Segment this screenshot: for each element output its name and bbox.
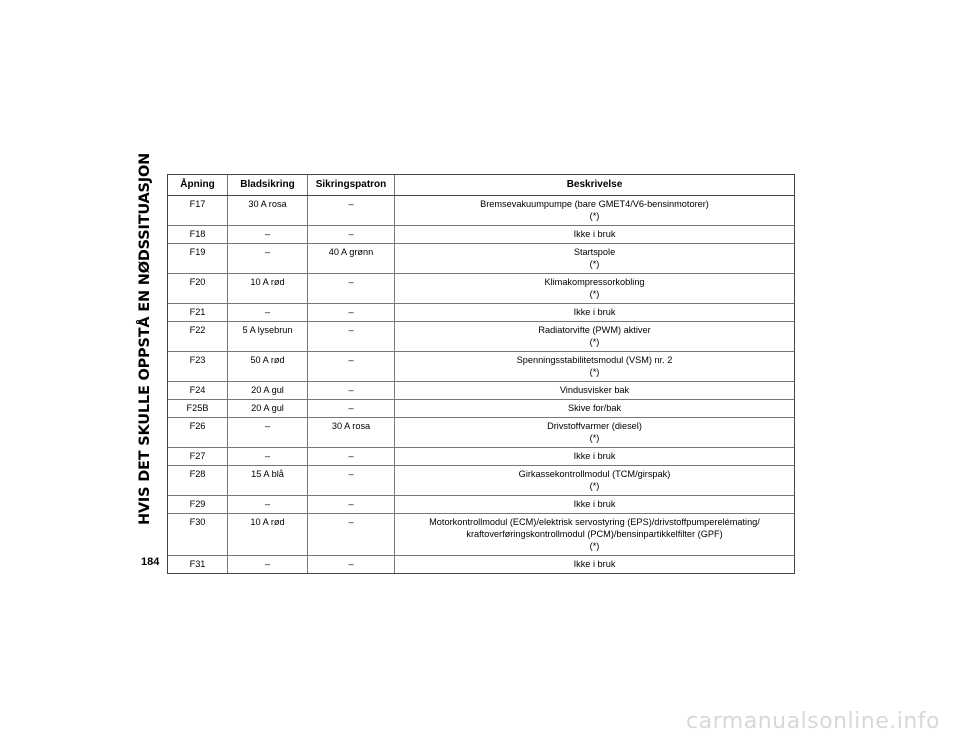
cell-opening: F28 [168,466,228,496]
cell-cartridge-fuse: – [308,226,395,244]
cell-cartridge-fuse: – [308,400,395,418]
table-row [168,196,795,226]
cell-description [395,514,795,556]
cell-description [395,304,795,322]
table-header-row [168,175,795,196]
cell-description [395,382,795,400]
cell-blade-fuse: 10 A rød [228,274,308,304]
cell-blade-fuse: – [228,304,308,322]
cell-description [395,244,795,274]
cell-opening: F19 [168,244,228,274]
description-line: (*) [589,289,600,299]
table-row [168,496,795,514]
cell-blade-fuse: 10 A rød [228,514,308,556]
table-row [168,322,795,352]
cell-opening: F21 [168,304,228,322]
description-line: (*) [589,481,600,491]
cell-opening: F30 [168,514,228,556]
table-row [168,274,795,304]
cell-description [395,400,795,418]
cell-cartridge-fuse: 30 A rosa [308,418,395,448]
cell-cartridge-fuse: – [308,274,395,304]
description-line: Ikke i bruk [573,559,616,569]
cell-blade-fuse: – [228,244,308,274]
description-line: Girkassekontrollmodul (TCM/girspak) [518,469,671,479]
cell-blade-fuse: – [228,418,308,448]
header-blade-fuse: Bladsikring [228,175,308,196]
cell-blade-fuse: 5 A lysebrun [228,322,308,352]
description-line: (*) [589,211,600,221]
cell-blade-fuse: 20 A gul [228,400,308,418]
cell-cartridge-fuse: – [308,304,395,322]
cell-cartridge-fuse: – [308,196,395,226]
cell-blade-fuse: 50 A rød [228,352,308,382]
table-row [168,244,795,274]
cell-opening: F26 [168,418,228,448]
section-title-text: HVIS DET SKULLE OPPSTÅ EN NØDSSITUASJON [137,152,154,526]
description-line: (*) [589,337,600,347]
table-row [168,304,795,322]
site-watermark: carmanualsonline.info [686,709,940,734]
description-line: Ikke i bruk [573,499,616,509]
cell-opening: F27 [168,448,228,466]
description-line: Skive for/bak [567,403,622,413]
cell-cartridge-fuse: – [308,382,395,400]
description-line: Ikke i bruk [573,307,616,317]
cell-blade-fuse: 20 A gul [228,382,308,400]
cell-description [395,322,795,352]
cell-cartridge-fuse: 40 A grønn [308,244,395,274]
cell-description [395,226,795,244]
cell-description [395,274,795,304]
cell-opening: F17 [168,196,228,226]
header-description: Beskrivelse [395,175,795,196]
description-line: (*) [589,541,600,551]
description-line: Klimakompressorkobling [544,277,645,287]
cell-blade-fuse: – [228,448,308,466]
cell-opening: F23 [168,352,228,382]
table-row [168,514,795,556]
cell-description [395,196,795,226]
description-line: Spenningsstabilitetsmodul (VSM) nr. 2 [516,355,673,365]
description-line: Drivstoffvarmer (diesel) [547,421,642,431]
description-line: Motorkontrollmodul (ECM)/elektrisk servostyring (EPS)/drivstoffpumperelémating/ [429,517,760,527]
description-line: (*) [589,433,600,443]
description-line: Vindusvisker bak [559,385,630,395]
cell-blade-fuse: 15 A blå [228,466,308,496]
cell-cartridge-fuse: – [308,556,395,574]
description-line: Bremsevakuumpumpe (bare GMET4/V6-bensinmotorer) [480,199,709,209]
cell-description [395,418,795,448]
cell-cartridge-fuse: – [308,322,395,352]
cell-opening: F20 [168,274,228,304]
cell-description [395,496,795,514]
cell-cartridge-fuse: – [308,514,395,556]
table-row [168,382,795,400]
cell-cartridge-fuse: – [308,496,395,514]
section-side-title [130,152,160,526]
table-row [168,466,795,496]
description-line: kraftoverføringskontrollmodul (PCM)/bensinpartikkelfilter (GPF) [466,529,723,539]
cell-opening: F22 [168,322,228,352]
table-row [168,556,795,574]
cell-description [395,352,795,382]
header-opening: Åpning [168,175,228,196]
cell-cartridge-fuse: – [308,352,395,382]
description-line: (*) [589,259,600,269]
table-row [168,400,795,418]
cell-blade-fuse: – [228,226,308,244]
cell-blade-fuse: 30 A rosa [228,196,308,226]
cell-blade-fuse: – [228,496,308,514]
table-row [168,448,795,466]
table-row [168,418,795,448]
description-line: Startspole [573,247,616,257]
cell-cartridge-fuse: – [308,466,395,496]
description-line: Ikke i bruk [573,451,616,461]
table-row [168,352,795,382]
fuse-table [167,174,795,574]
cell-description [395,448,795,466]
description-line: Radiatorvifte (PWM) aktiver [538,325,651,335]
cell-blade-fuse: – [228,556,308,574]
cell-opening: F18 [168,226,228,244]
cell-opening: F29 [168,496,228,514]
cell-description [395,556,795,574]
cell-description [395,466,795,496]
fuse-table-body [168,196,795,574]
cell-opening: F31 [168,556,228,574]
table-row [168,226,795,244]
cell-opening: F25B [168,400,228,418]
header-cartridge-fuse: Sikringspatron [308,175,395,196]
description-line: Ikke i bruk [573,229,616,239]
cell-cartridge-fuse: – [308,448,395,466]
cell-opening: F24 [168,382,228,400]
page-number: 184 [141,556,160,568]
description-line: (*) [589,367,600,377]
